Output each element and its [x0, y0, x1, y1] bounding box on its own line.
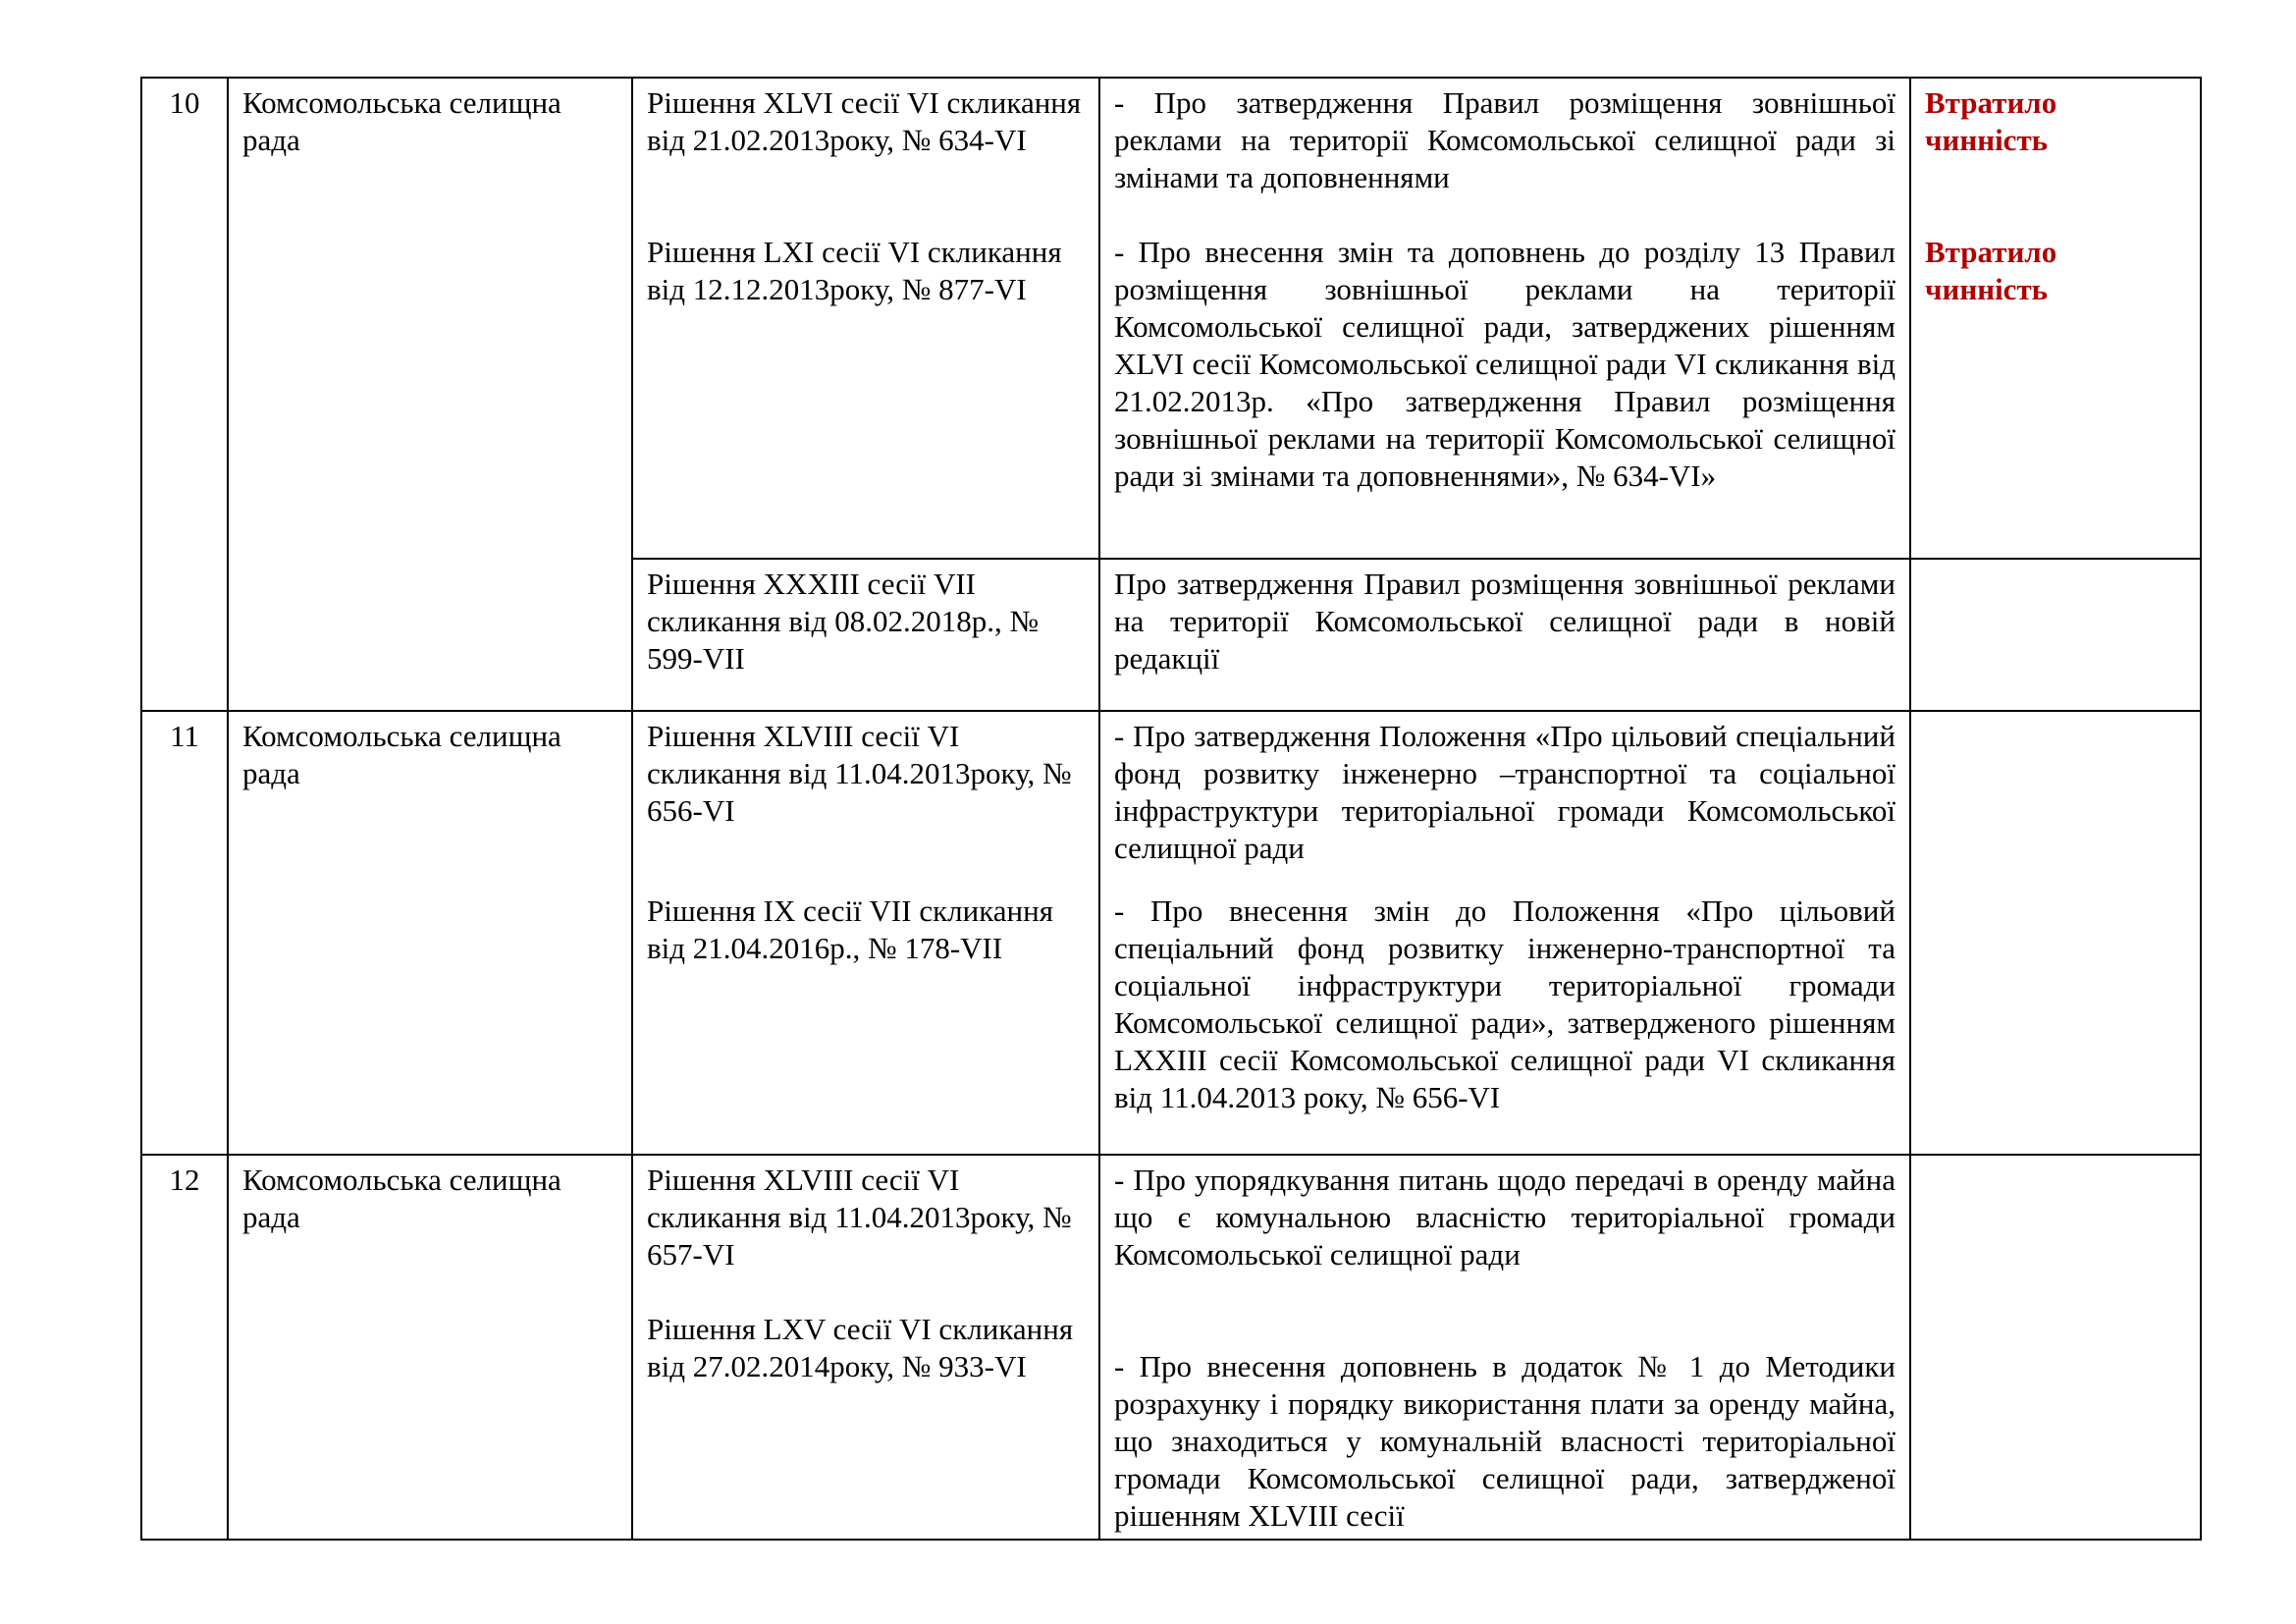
organization-cell: Комсомольська селищна рада — [228, 78, 632, 711]
decision-text: Рішення LXI сесії VI скликання від 12.12.2013року, № 877-VI — [647, 235, 1062, 306]
status-badge: Втратило чинність — [1925, 85, 2057, 157]
title-text: - Про затвердження Положення «Про цільовий спеціальний фонд розвитку інженерно –транспортної та соціальної інфраструктури територіальної громади Комсомольської селищної ради — [1114, 719, 1896, 865]
decision-cell — [632, 711, 1099, 1155]
decision-text: Рішення XLVI сесії VI скликання від 21.02.2013року, № 634-VI — [647, 85, 1082, 157]
decision-cell: Рішення XXXIII сесії VII скликання від 08.02.2018р., № 599-VII — [632, 559, 1099, 711]
title-text: - Про внесення змін до Положення «Про цільовий спеціальний фонд розвитку інженерно-транспортної та соціальної інфраструктури територіальної громади Комсомольської селищної ради», затвердженого рішенням LXXIII сесії Комсомольської селищної ради VI скликання від 11.04.2013 року, № 656-VI — [1114, 893, 1896, 1114]
title-cell — [1099, 1155, 1910, 1540]
table-row — [141, 78, 2201, 559]
status-cell — [1910, 1155, 2201, 1540]
decision-text: Рішення LXV сесії VI скликання від 27.02.2014року, № 933-VI — [647, 1312, 1074, 1383]
title-text: - Про внесення змін та доповнень до розділу 13 Правил розміщення зовнішньої реклами на території Комсомольської селищної ради, затверджених рішенням XLVI сесії Комсомольської селищної ради VI скликання від 21.02.2013р. «Про затвердження Правил розміщення зовнішньої реклами на території Комсомольської селищної ради зі змінами та доповненнями», № 634-VI» — [1114, 235, 1896, 493]
title-text: - Про внесення доповнень в додаток № 1 до Методики розрахунку і порядку використання плати за оренду майна, що знаходиться у комунальній власності територіальної громади Комсомольської селищної ради, затвердженої рішенням XLVIII сесії — [1114, 1349, 1896, 1533]
table-row — [141, 1155, 2201, 1540]
row-number: 12 — [141, 1155, 228, 1540]
title-text: - Про затвердження Правил розміщення зовнішньої реклами на території Комсомольської селищної ради зі змінами та доповненнями — [1114, 85, 1896, 194]
status-cell — [1910, 711, 2201, 1155]
decisions-table — [140, 77, 2202, 1541]
title-cell — [1099, 711, 1910, 1155]
decision-text: Рішення XLVIII сесії VI скликання від 11.04.2013року, № 656-VI — [647, 719, 1072, 828]
title-text: - Про упорядкування питань щодо передачі в оренду майна що є комунальною власністю територіальної громади Комсомольської селищної ради — [1114, 1163, 1896, 1272]
organization-cell: Комсомольська селищна рада — [228, 1155, 632, 1540]
decision-text: Рішення XLVIII сесії VI скликання від 11.04.2013року, № 657-VI — [647, 1163, 1072, 1272]
status-cell — [1910, 78, 2201, 559]
decision-cell — [632, 78, 1099, 559]
row-number: 11 — [141, 711, 228, 1155]
status-badge: Втратило чинність — [1925, 235, 2057, 306]
decision-text: Рішення IX сесії VII скликання від 21.04.2016р., № 178-VII — [647, 893, 1053, 965]
row-number: 10 — [141, 78, 228, 711]
title-cell: Про затвердження Правил розміщення зовнішньої реклами на території Комсомольської селищної ради в новій редакції — [1099, 559, 1910, 711]
status-cell — [1910, 559, 2201, 711]
title-cell — [1099, 78, 1910, 559]
decision-cell — [632, 1155, 1099, 1540]
table-row — [141, 711, 2201, 1155]
organization-cell: Комсомольська селищна рада — [228, 711, 632, 1155]
